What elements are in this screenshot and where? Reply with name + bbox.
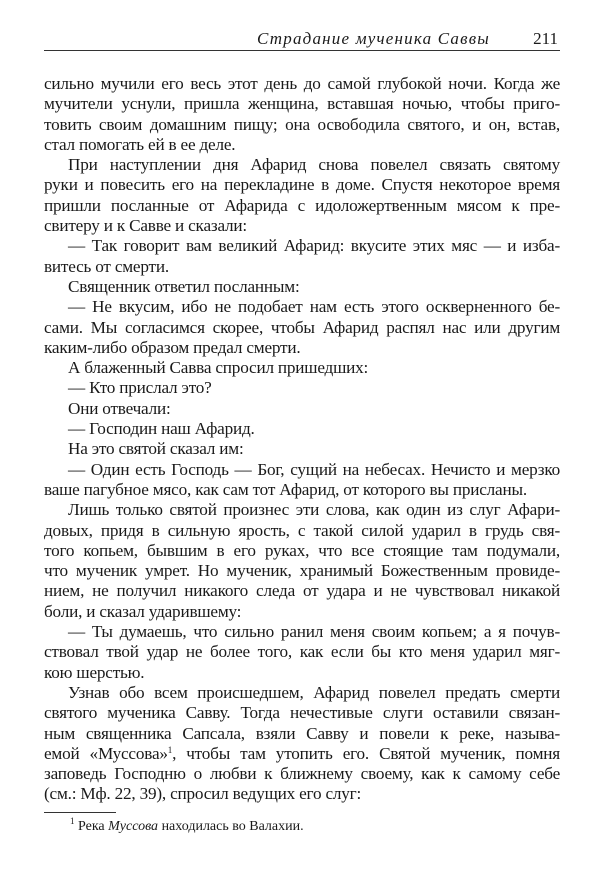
text-line: витесь от смерти. xyxy=(44,256,169,276)
text-line: (см.: Мф. 22, 39), спросил ведущих его слуг: xyxy=(44,784,362,804)
text-line: сами. Мы согласимся скорее, чтобы Афарид распял нас или другим xyxy=(44,317,560,337)
text-line: Узнав обо всем происшедшем, Афарид повелел предать смерти xyxy=(68,682,560,702)
text-line: пришли посланные от Афарида с идоложертвенным мясом к пре- xyxy=(44,195,560,215)
text-line: Священник ответил посланным: xyxy=(68,276,300,296)
text-line: святого мученика Савву. Тогда нечестивые слуги оставили связан- xyxy=(44,703,560,723)
text-line: — Кто прислал это? xyxy=(68,378,212,398)
text-line: Они отвечали: xyxy=(68,398,171,418)
text-line: На это святой сказал им: xyxy=(68,439,244,459)
running-title: Страдание мученика Саввы xyxy=(257,29,490,48)
text-line: довых, придя в сильную ярость, с такой силой ударил в грудь свя- xyxy=(44,520,560,540)
text-line: стал помогать ей в ее деле. xyxy=(44,134,236,154)
text-line: мучители уснули, пришла женщина, вставшая ночью, чтобы приго- xyxy=(44,94,560,114)
footnote-marker: 1 xyxy=(70,816,75,826)
text-line: — Не вкусим, ибо не подобает нам есть этого оскверненного бе- xyxy=(68,297,560,317)
text-line: каким-либо образом предал смерти. xyxy=(44,337,301,357)
text-line: что мученик умрет. Но мученик, хранимый Божественным провиде- xyxy=(44,561,560,581)
text-line: — Ты думаешь, что сильно ранил меня своим копьем; а я почув- xyxy=(68,622,560,642)
page-number: 211 xyxy=(533,29,558,48)
text-line: Лишь только святой произнес эти слова, как один из слуг Афари- xyxy=(68,500,560,520)
text-line: товить своим домашним пищу; она освободила святого, и он, встав, xyxy=(44,114,560,134)
text-line: того копьем, бывшим в его руках, что все стоящие там подумали, xyxy=(44,540,560,560)
text-line: боли, и сказал ударившему: xyxy=(44,601,242,621)
text-line: емой «Муссова»$^1$, чтобы там утопить его. Святой мученик, помня xyxy=(44,743,560,763)
text-line: — Господин наш Афарид. xyxy=(68,419,255,439)
text-line: — Так говорит вам великий Афарид: вкусите этих мяс — и изба- xyxy=(68,236,560,256)
running-header xyxy=(44,29,560,51)
footnote: $^1$ Река Муссова находилась во Валахии. xyxy=(70,816,304,834)
text-line: свитеру и к Савве и сказали: xyxy=(44,216,247,236)
text-line: нием, не получил никакого следа от удара и не чувствовал никакой xyxy=(44,581,560,601)
text-line: ным священника Сапсала, взяли Савву и повели к реке, называ- xyxy=(44,723,560,743)
text-line: — Один есть Господь — Бог, сущий на небесах. Нечисто и мерзко xyxy=(68,459,560,479)
text-line: ствовал твой удар не более того, как если бы кто меня ударил мяг- xyxy=(44,642,560,662)
text-line: заповедь Господню о любви к ближнему своему, как к самому себе xyxy=(44,764,560,784)
body-text xyxy=(44,74,560,805)
footnote-divider xyxy=(44,812,116,813)
footnote-river-name: Муссова xyxy=(108,819,159,834)
text-line: руки и повесить его на перекладине в доме. Спустя некоторое время xyxy=(44,175,560,195)
text-line: кою шерстью. xyxy=(44,662,145,682)
footnote-ref[interactable]: 1 xyxy=(167,744,173,755)
text-line: А блаженный Савва спросил пришедших: xyxy=(68,358,369,378)
text-line: сильно мучили его весь этот день до самой глубокой ночи. Когда же xyxy=(44,74,560,93)
text-line: При наступлении дня Афарид снова повелел связать святому xyxy=(68,155,560,175)
text-line: ваше пагубное мясо, как сам тот Афарид, от которого вы присланы. xyxy=(44,479,527,499)
